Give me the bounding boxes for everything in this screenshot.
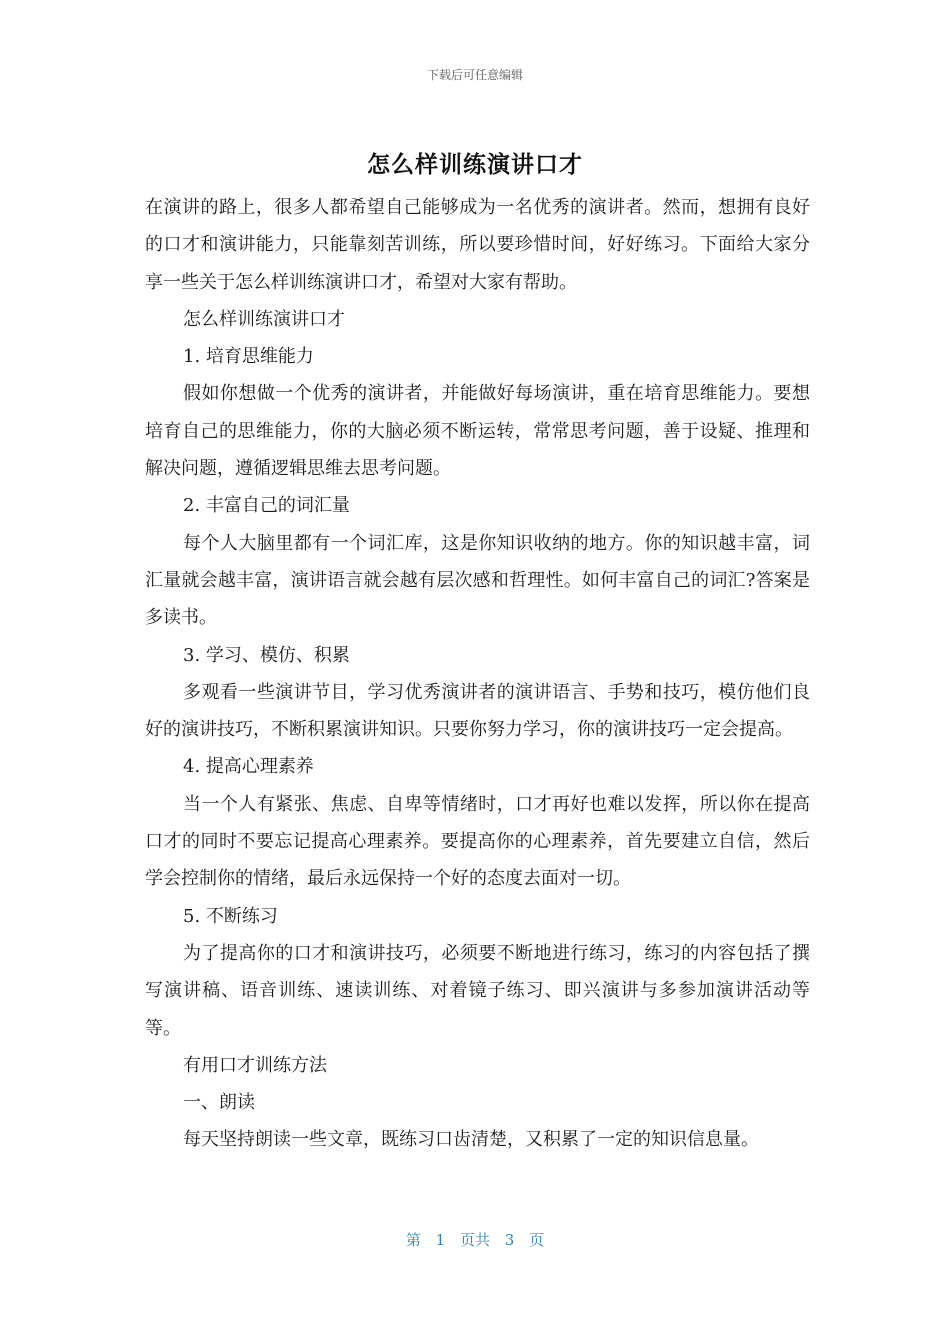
section-heading: 有用口才训练方法 bbox=[183, 1054, 327, 1076]
point-heading: 4. 提高心理素养 bbox=[183, 756, 314, 778]
paragraph: 每天坚持朗读一些文章，既练习口齿清楚，又积累了一定的知识信息量。 bbox=[183, 1129, 759, 1151]
paragraph: 多观看一些演讲节目，学习优秀演讲者的演讲语言、手势和技巧，模仿他们良好的演讲技巧，不断积累演讲知识。只要你努力学习，你的演讲技巧一定会提高。 bbox=[145, 681, 810, 741]
page-number: 第 1 页共 3 页 bbox=[405, 1231, 545, 1249]
section-heading: 怎么样训练演讲口才 bbox=[183, 308, 345, 330]
point-heading: 1. 培育思维能力 bbox=[183, 346, 314, 368]
point-heading: 5. 不断练习 bbox=[183, 905, 278, 927]
document-title: 怎么样训练演讲口才 bbox=[367, 152, 583, 178]
paragraph: 每个人大脑里都有一个词汇库，这是你知识收纳的地方。你的知识越丰富，词汇量就会越丰富，演讲语言就会越有层次感和哲理性。如何丰富自己的词汇?答案是多读书。 bbox=[145, 532, 810, 629]
paragraph: 为了提高你的口才和演讲技巧，必须要不断地进行练习，练习的内容包括了撰写演讲稿、语音训练、速读训练、对着镜子练习、即兴演讲与多参加演讲活动等等。 bbox=[145, 942, 810, 1039]
header-note: 下载后可任意编辑 bbox=[426, 68, 523, 82]
paragraph-intro: 在演讲的路上，很多人都希望自己能够成为一名优秀的演讲者。然而，想拥有良好的口才和演讲能力，只能靠刻苦训练，所以要珍惜时间，好好练习。下面给大家分享一些关于怎么样训练演讲口才，希望对大家有帮助。 bbox=[145, 197, 810, 293]
point-heading: 3. 学习、模仿、积累 bbox=[183, 644, 350, 666]
document-body bbox=[145, 189, 810, 1159]
paragraph: 假如你想做一个优秀的演讲者，并能做好每场演讲，重在培育思维能力。要想培育自己的思维能力，你的大脑必须不断运转，常常思考问题，善于设疑、推理和解决问题，遵循逻辑思维去思考问题。 bbox=[145, 383, 810, 480]
point-heading: 一、朗读 bbox=[183, 1092, 255, 1114]
point-heading: 2. 丰富自己的词汇量 bbox=[183, 495, 350, 517]
paragraph: 当一个人有紧张、焦虑、自卑等情绪时，口才再好也难以发挥，所以你在提高口才的同时不要忘记提高心理素养。要提高你的心理素养，首先要建立自信，然后学会控制你的情绪，最后永远保持一个好的态度去面对一切。 bbox=[145, 793, 810, 890]
